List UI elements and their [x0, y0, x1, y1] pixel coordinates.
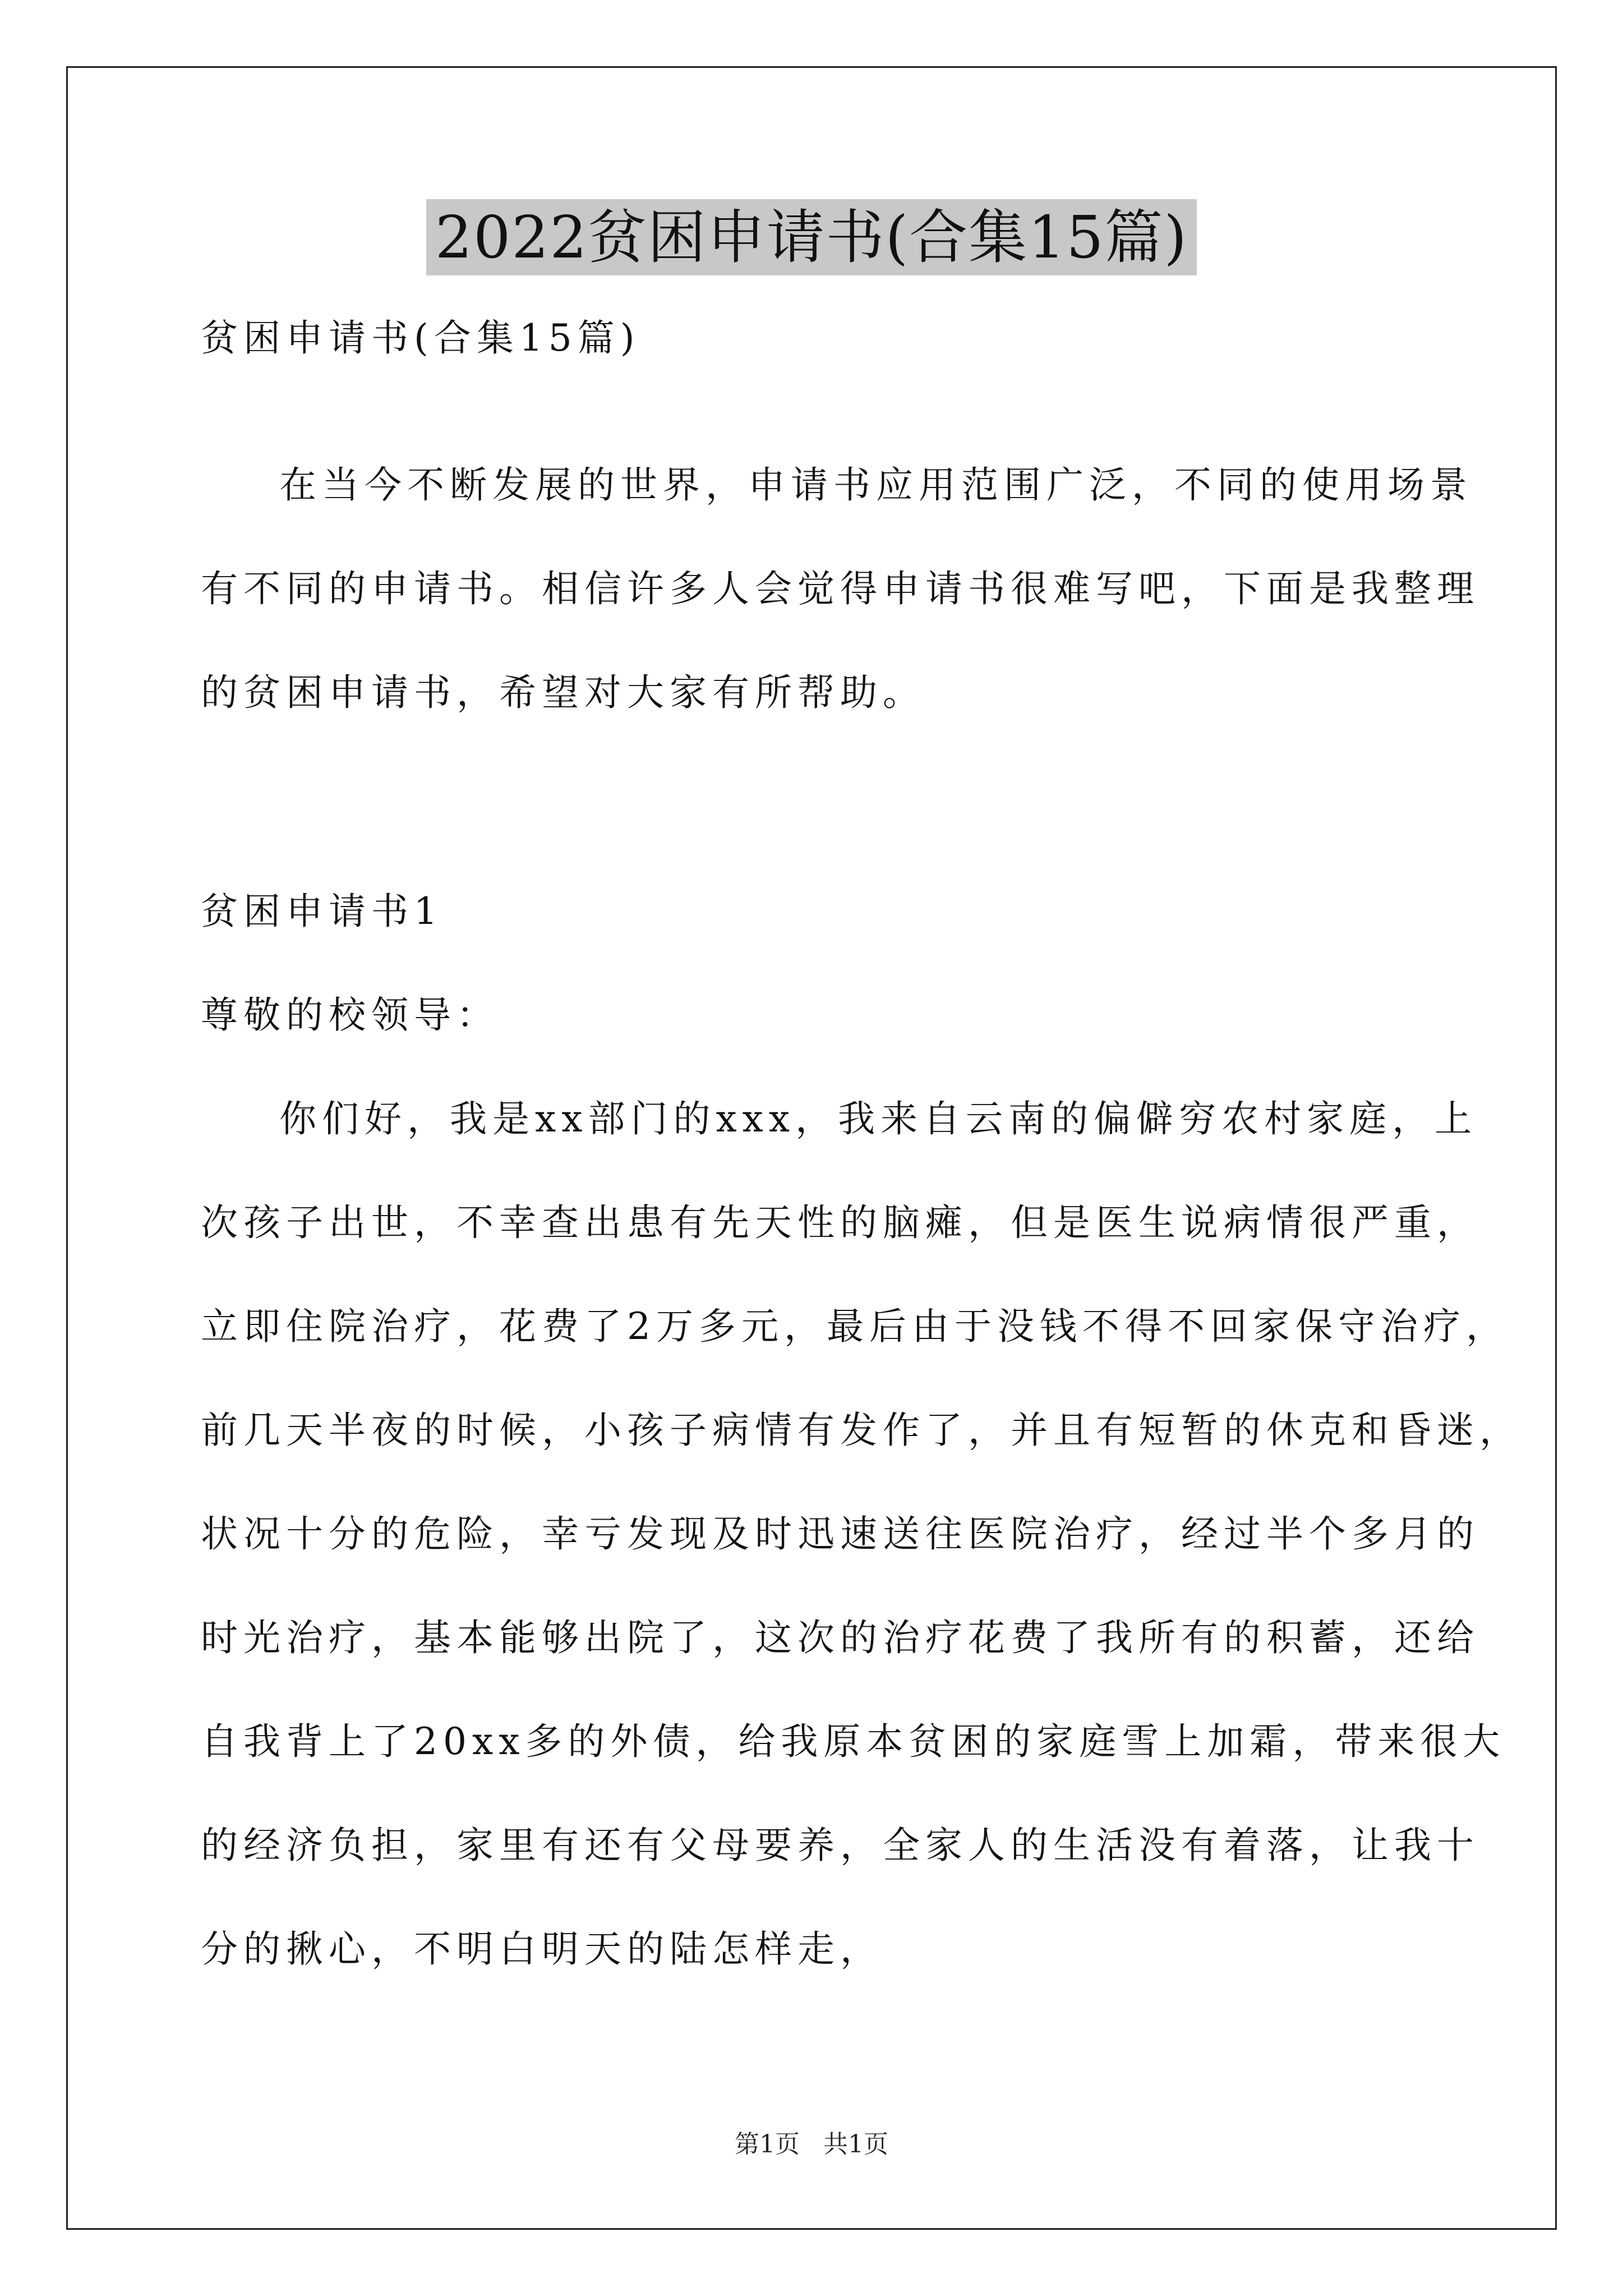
page-border [66, 66, 1557, 2230]
body-line: 你们好，我是xx部门的xxx，我来自云南的偏僻穷农村家庭，上 [279, 1097, 1478, 1140]
body-line: 立即住院治疗，花费了2万多元，最后由于没钱不得不回家保守治疗， [201, 1305, 1509, 1348]
body-line: 自我背上了20xx多的外债，给我原本贫困的家庭雪上加霜，带来很大 [201, 1720, 1506, 1763]
body-line: 时光治疗，基本能够出院了，这次的治疗花费了我所有的积蓄，还给 [201, 1616, 1479, 1659]
body-line: 的经济负担，家里有还有父母要养，全家人的生活没有着落，让我十 [201, 1824, 1479, 1867]
document-subtitle: 贫困申请书(合集15篇) [201, 316, 640, 360]
intro-line: 在当今不断发展的世界，申请书应用范围广泛，不同的使用场景 [279, 463, 1473, 507]
section-heading: 贫困申请书1 [201, 890, 443, 933]
page-footer [0, 2129, 1623, 2160]
body-line: 状况十分的危险，幸亏发现及时迅速送往医院治疗，经过半个多月的 [201, 1512, 1479, 1556]
page-number-total: 共1页 [823, 2130, 888, 2159]
intro-line: 有不同的申请书。相信许多人会觉得申请书很难写吧，下面是我整理 [201, 567, 1479, 610]
document-title: 2022贫困申请书(合集15篇) [426, 199, 1197, 275]
body-line: 前几天半夜的时候，小孩子病情有发作了，并且有短暂的休克和昏迷， [201, 1409, 1522, 1452]
page-number-current: 第1页 [735, 2130, 800, 2159]
body-line: 分的揪心，不明白明天的陆怎样走， [201, 1927, 883, 1971]
title-container [0, 199, 1623, 275]
salutation: 尊敬的校领导： [201, 993, 499, 1037]
intro-line: 的贫困申请书，希望对大家有所帮助。 [201, 671, 925, 714]
body-line: 次孩子出世，不幸查出患有先天性的脑瘫，但是医生说病情很严重， [201, 1201, 1479, 1244]
